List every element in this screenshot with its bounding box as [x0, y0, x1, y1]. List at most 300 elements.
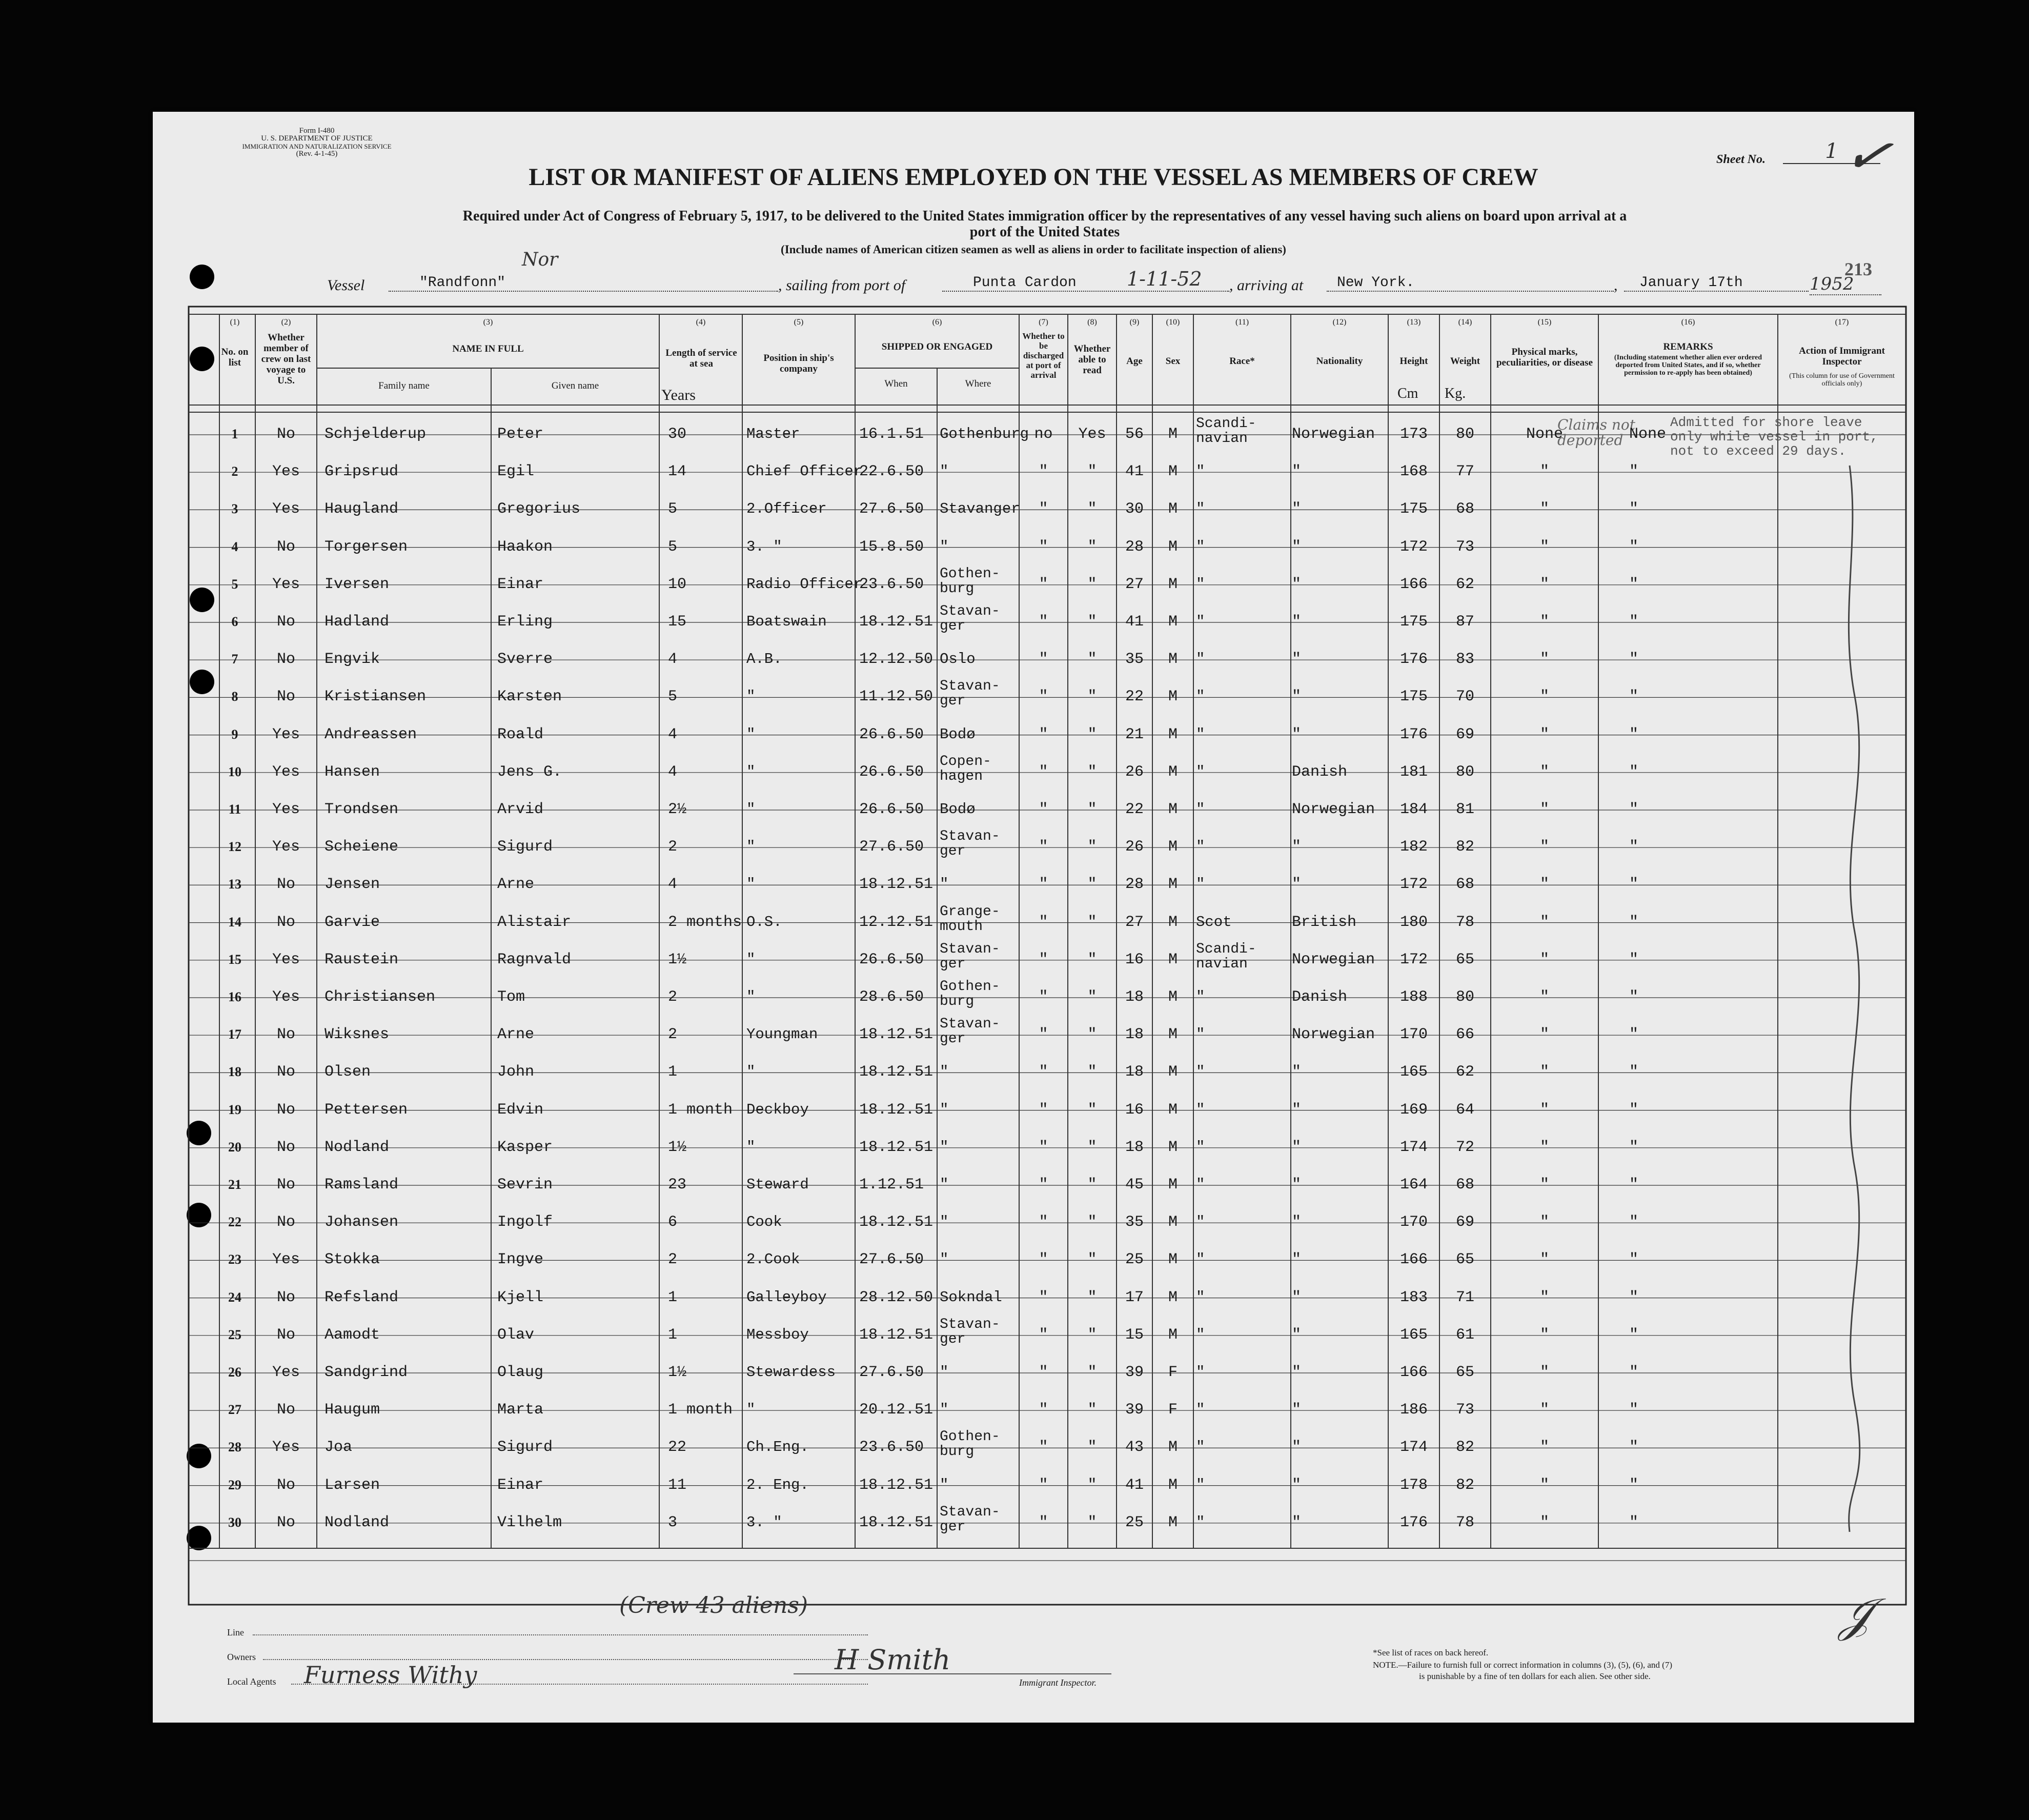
cell-where: Gothen- burg	[940, 565, 1000, 597]
cell-last: Yes	[272, 763, 300, 781]
cell-remarks: "	[1629, 951, 1639, 968]
cell-height: 186	[1399, 1401, 1428, 1419]
cell-nat: "	[1292, 1326, 1302, 1344]
cell-sex: M	[1168, 500, 1178, 518]
cell-when: 18.12.51	[859, 1101, 934, 1119]
cell-weight: 64	[1455, 1101, 1474, 1119]
cell-given: Sverre	[497, 651, 553, 669]
cell-disch: "	[1039, 913, 1048, 931]
cell-given: Egil	[497, 463, 535, 481]
cell-where: "	[940, 1138, 949, 1156]
cell-family: Christiansen	[324, 988, 436, 1006]
cell-weight: 65	[1455, 951, 1474, 968]
cell-position: Youngman	[746, 1026, 818, 1043]
cell-given: Peter	[497, 426, 544, 443]
cell-weight: 65	[1455, 1251, 1474, 1269]
cell-given: Sigurd	[497, 1439, 553, 1457]
table-row	[153, 1316, 1914, 1358]
cell-marks: "	[1539, 1101, 1549, 1119]
subtitle-note: (Include names of American citizen seamen as well as aliens in order to facilitate inspection of aliens)	[781, 243, 1286, 256]
cell-disch: "	[1039, 725, 1048, 743]
cell-position: Cook	[746, 1214, 782, 1231]
cell-read: "	[1087, 1513, 1097, 1531]
col-8-header: Whether able to read	[1073, 343, 1111, 376]
cell-years: 4	[668, 763, 678, 781]
cell-race: "	[1196, 1288, 1205, 1306]
cell-last: Yes	[272, 1364, 300, 1381]
cell-nat: "	[1292, 613, 1302, 631]
table-row	[153, 979, 1914, 1020]
cell-nat: "	[1292, 876, 1302, 894]
cell-height: 188	[1399, 988, 1428, 1006]
cell-read: "	[1087, 1288, 1097, 1306]
cell-where: "	[940, 1063, 949, 1081]
cell-disch: no	[1034, 426, 1053, 443]
cell-no: 11	[228, 802, 241, 817]
cell-given: Sevrin	[497, 1176, 553, 1194]
cell-remarks: None	[1629, 426, 1667, 443]
cell-remarks: "	[1629, 1364, 1639, 1381]
cell-family: Trondsen	[324, 801, 399, 818]
col-2-number: (2)	[281, 318, 291, 327]
cell-height: 169	[1399, 1101, 1428, 1119]
cell-sex: M	[1168, 763, 1178, 781]
cell-where: Sokndal	[940, 1288, 1002, 1306]
table-row	[153, 1245, 1914, 1282]
cell-where: Stavan- ger	[940, 1316, 1000, 1347]
cell-race: "	[1196, 725, 1205, 743]
cell-race: Scandi- navian	[1196, 416, 1256, 447]
cell-no: 12	[228, 839, 241, 855]
cell-read: "	[1087, 1476, 1097, 1494]
cell-disch: "	[1039, 463, 1048, 481]
cell-remarks: "	[1629, 1513, 1639, 1531]
col-7-header: Whether to be discharged at port of arrival	[1022, 331, 1065, 380]
cell-marks: "	[1539, 1251, 1549, 1269]
cell-no: 18	[228, 1064, 241, 1080]
cell-last: Yes	[272, 500, 300, 518]
cell-sex: F	[1168, 1364, 1178, 1381]
cell-read: "	[1087, 1101, 1097, 1119]
cell-last: No	[276, 1138, 295, 1156]
cell-race: "	[1196, 1251, 1205, 1268]
cell-when: 18.12.51	[859, 1326, 934, 1344]
table-row	[153, 1207, 1914, 1245]
form-department: U. S. DEPARTMENT OF JUSTICE	[261, 134, 373, 143]
cell-years: 4	[668, 876, 678, 894]
cell-given: Tom	[497, 988, 525, 1006]
cell-when: 18.12.51	[859, 1026, 934, 1044]
cell-when: 26.6.50	[859, 951, 924, 968]
cell-remarks: "	[1629, 1476, 1639, 1494]
cell-remarks: "	[1629, 1176, 1639, 1194]
cell-weight: 69	[1455, 725, 1474, 743]
cell-family: Hansen	[324, 763, 380, 781]
cell-last: No	[276, 1401, 295, 1419]
cell-weight: 80	[1455, 426, 1474, 443]
cell-read: "	[1087, 838, 1097, 856]
cell-when: 28.12.50	[859, 1288, 934, 1306]
cell-marks: "	[1539, 1513, 1549, 1531]
cell-years: 15	[668, 613, 687, 631]
cell-family: Johansen	[324, 1214, 399, 1231]
col-5-header: Position in ship's company	[763, 353, 834, 374]
cell-age: 35	[1125, 651, 1144, 669]
cell-race: "	[1196, 1513, 1205, 1531]
cell-nat: Norwegian	[1292, 951, 1375, 968]
cell-read: "	[1087, 1326, 1097, 1344]
table-row	[153, 494, 1914, 532]
cell-age: 43	[1125, 1439, 1144, 1457]
cell-when: 18.12.51	[859, 876, 934, 894]
cell-weight: 87	[1455, 613, 1474, 631]
cell-no: 27	[228, 1402, 241, 1418]
cell-height: 164	[1399, 1176, 1428, 1194]
vessel-flag-note: Nor	[522, 249, 558, 270]
cell-nat: "	[1292, 1513, 1302, 1531]
cell-remarks: "	[1629, 763, 1639, 781]
cell-no: 13	[228, 877, 241, 892]
stamp-number: 213	[1844, 259, 1872, 279]
cell-when: 1.12.51	[859, 1176, 924, 1194]
cell-no: 30	[228, 1514, 241, 1530]
cell-marks: "	[1539, 725, 1549, 743]
cell-height: 176	[1399, 651, 1428, 669]
cell-read: "	[1087, 1176, 1097, 1194]
cell-given: Erling	[497, 613, 553, 631]
cell-given: John	[497, 1063, 535, 1081]
cell-years: 1	[668, 1326, 678, 1344]
cell-nat: Danish	[1292, 763, 1348, 781]
cell-given: Roald	[497, 725, 544, 743]
cell-last: No	[276, 688, 295, 706]
cell-sex: M	[1168, 613, 1178, 631]
cell-height: 174	[1399, 1439, 1428, 1457]
table-row	[153, 869, 1914, 907]
line-label: Line	[227, 1627, 244, 1637]
table-row	[153, 1016, 1914, 1057]
cell-when: 18.12.51	[859, 1513, 934, 1531]
form-number: Form I-480	[299, 127, 335, 135]
cell-height: 184	[1399, 801, 1428, 818]
col-9-header: Age	[1126, 356, 1143, 367]
cell-given: Gregorius	[497, 500, 581, 518]
cell-no: 1	[231, 427, 238, 441]
cell-years: 23	[668, 1176, 687, 1194]
table-row	[153, 678, 1914, 719]
cell-no: 14	[228, 914, 241, 929]
cell-race: "	[1196, 876, 1205, 893]
cell-disch: "	[1039, 500, 1048, 518]
cell-years: 2	[668, 1251, 678, 1269]
cell-position: Steward	[746, 1176, 809, 1193]
cell-sex: M	[1168, 838, 1178, 856]
cell-disch: "	[1039, 1138, 1048, 1156]
cell-no: 29	[228, 1477, 241, 1492]
cell-read: "	[1087, 988, 1097, 1006]
cell-disch: "	[1039, 1101, 1048, 1119]
cell-age: 30	[1125, 500, 1144, 518]
cell-position: Galleyboy	[746, 1288, 827, 1306]
cell-read: "	[1087, 763, 1097, 781]
cell-no: 4	[231, 539, 238, 554]
table-row	[153, 1133, 1914, 1170]
col-12-header: Nationality	[1316, 356, 1363, 367]
cell-race: "	[1196, 763, 1205, 780]
col-12-number: (12)	[1332, 318, 1347, 327]
cell-years: 6	[668, 1214, 678, 1231]
cell-no: 6	[231, 614, 238, 629]
cell-height: 168	[1399, 463, 1428, 481]
cell-where: "	[940, 1251, 949, 1268]
cell-when: 23.6.50	[859, 575, 924, 593]
cell-given: Jens G.	[497, 763, 562, 781]
cell-weight: 80	[1455, 763, 1474, 781]
cell-last: No	[276, 1214, 295, 1231]
cell-disch: "	[1039, 1364, 1048, 1381]
cell-given: Olav	[497, 1326, 535, 1344]
cell-position: 3. "	[746, 1513, 782, 1531]
cell-race: "	[1196, 1439, 1205, 1456]
cell-when: 20.12.51	[859, 1401, 934, 1419]
cell-race: "	[1196, 1476, 1205, 1493]
cell-disch: "	[1039, 651, 1048, 669]
cell-years: 22	[668, 1439, 687, 1457]
cell-height: 175	[1399, 688, 1428, 706]
cell-age: 41	[1125, 1476, 1144, 1494]
cell-last: No	[276, 1101, 295, 1119]
cell-disch: "	[1039, 838, 1048, 856]
col-16-number: (16)	[1681, 318, 1695, 327]
cell-disch: "	[1039, 1176, 1048, 1194]
cell-family: Sandgrind	[324, 1364, 408, 1381]
cell-last: Yes	[272, 801, 300, 818]
cell-age: 22	[1125, 688, 1144, 706]
cell-where: "	[940, 538, 949, 555]
comma-separator: ,	[1614, 277, 1618, 294]
cell-given: Alistair	[497, 913, 572, 931]
cell-when: 27.6.50	[859, 838, 924, 856]
signature-line	[794, 1673, 1111, 1674]
cell-remarks: "	[1629, 725, 1639, 743]
cell-given: Ragnvald	[497, 951, 572, 968]
cell-marks: "	[1539, 1476, 1549, 1494]
cell-marks: "	[1539, 951, 1549, 968]
cell-remarks: "	[1629, 538, 1639, 556]
cell-sex: M	[1168, 1026, 1178, 1044]
cell-years: 5	[668, 500, 678, 518]
cell-position: 2.Officer	[746, 500, 827, 518]
cell-nat: "	[1292, 688, 1302, 706]
cell-where: Stavan- ger	[940, 678, 1000, 710]
cell-nat: Norwegian	[1292, 801, 1375, 818]
table-row	[153, 1358, 1914, 1395]
cell-where: Stavan- ger	[940, 828, 1000, 860]
cell-sex: M	[1168, 538, 1178, 556]
table-row	[153, 1283, 1914, 1320]
table-row	[153, 1057, 1914, 1095]
cell-sex: M	[1168, 1214, 1178, 1231]
page-title: LIST OR MANIFEST OF ALIENS EMPLOYED ON THE VESSEL AS MEMBERS OF CREW	[529, 164, 1538, 191]
cell-nat: British	[1292, 913, 1357, 931]
arriving-port: New York.	[1327, 275, 1614, 292]
cell-where: Stavanger	[940, 500, 1020, 518]
cell-weight: 73	[1455, 1401, 1474, 1419]
cell-age: 18	[1125, 1063, 1144, 1081]
cell-where: Bodø	[940, 801, 976, 818]
cell-no: 24	[228, 1289, 241, 1305]
cell-marks: "	[1539, 801, 1549, 818]
col-5-number: (5)	[794, 318, 804, 327]
cell-when: 16.1.51	[859, 426, 924, 443]
cell-sex: M	[1168, 651, 1178, 669]
col-9-number: (9)	[1129, 318, 1140, 327]
cell-last: No	[276, 1513, 295, 1531]
cell-family: Hadland	[324, 613, 390, 631]
cell-nat: "	[1292, 463, 1302, 481]
cell-disch: "	[1039, 575, 1048, 593]
cell-last: No	[276, 1326, 295, 1344]
cell-age: 39	[1125, 1364, 1144, 1381]
col-16-header: REMARKS	[1663, 341, 1713, 352]
cell-family: Haugum	[324, 1401, 380, 1419]
cell-weight: 82	[1455, 1439, 1474, 1457]
cell-family: Nodland	[324, 1513, 390, 1531]
cell-nat: "	[1292, 1101, 1302, 1119]
cell-position: "	[746, 725, 756, 743]
cell-where: Grange- mouth	[940, 903, 1000, 935]
cell-read: "	[1087, 1063, 1097, 1081]
arrival-year: 1952	[1810, 274, 1881, 295]
cell-read: "	[1087, 463, 1097, 481]
cell-marks: "	[1539, 1401, 1549, 1419]
cell-position: "	[746, 838, 756, 856]
cell-read: "	[1087, 651, 1097, 669]
cell-nat: "	[1292, 500, 1302, 518]
cell-sex: M	[1168, 1138, 1178, 1156]
cell-sex: M	[1168, 876, 1178, 894]
cell-read: "	[1087, 500, 1097, 518]
cell-given: Marta	[497, 1401, 544, 1419]
when-header: When	[884, 378, 908, 389]
check-mark-icon: ✓	[1838, 117, 1898, 192]
cell-family: Pettersen	[324, 1101, 408, 1119]
cell-years: 2	[668, 988, 678, 1006]
cell-where: Gothenburg	[940, 426, 1029, 442]
cell-race: Scandi- navian	[1196, 941, 1256, 972]
cell-read: "	[1087, 575, 1097, 593]
cell-height: 166	[1399, 1251, 1428, 1269]
cell-last: Yes	[272, 838, 300, 856]
cell-height: 178	[1399, 1476, 1428, 1494]
given-name-header: Given name	[551, 380, 599, 391]
cell-when: 27.6.50	[859, 1251, 924, 1269]
cell-where: Stavan- ger	[940, 1504, 1000, 1535]
cell-no: 16	[228, 989, 241, 1004]
cell-years: 1 month	[668, 1401, 733, 1419]
cell-family: Haugland	[324, 500, 399, 518]
cell-read: "	[1087, 725, 1097, 743]
cell-where: "	[940, 463, 949, 480]
table-row	[153, 941, 1914, 982]
col-15-number: (15)	[1537, 318, 1552, 327]
cell-when: 26.6.50	[859, 801, 924, 818]
cell-race: "	[1196, 1101, 1205, 1118]
table-row	[153, 753, 1914, 795]
cell-race: "	[1196, 1326, 1205, 1343]
cell-when: 11.12.50	[859, 688, 934, 706]
cell-where: "	[940, 1364, 949, 1381]
cell-disch: "	[1039, 1063, 1048, 1081]
cell-read: "	[1087, 1251, 1097, 1269]
cell-given: Arne	[497, 1026, 535, 1044]
cell-years: 4	[668, 651, 678, 669]
cell-disch: "	[1039, 763, 1048, 781]
local-agents-value: Furness Withy	[304, 1661, 477, 1689]
cell-years: 10	[668, 575, 687, 593]
penalty-note-line-1: NOTE.—Failure to furnish full or correct information in columns (3), (5), (6), and (7)	[1373, 1660, 1672, 1670]
cell-family: Scheiene	[324, 838, 399, 856]
cell-marks: "	[1539, 575, 1549, 593]
cell-age: 26	[1125, 763, 1144, 781]
cell-weight: 62	[1455, 575, 1474, 593]
cell-remarks: "	[1629, 500, 1639, 518]
cell-race: "	[1196, 613, 1205, 630]
cell-years: 1½	[668, 1364, 687, 1381]
cell-family: Ramsland	[324, 1176, 399, 1194]
cell-marks: "	[1539, 651, 1549, 669]
table-row	[153, 532, 1914, 570]
cell-last: No	[276, 1476, 295, 1494]
cell-nat: "	[1292, 1288, 1302, 1306]
cell-position: Radio Officer	[746, 575, 863, 593]
cell-age: 26	[1125, 838, 1144, 856]
cell-years: 2 months	[668, 913, 742, 931]
cell-position: "	[746, 1138, 756, 1156]
cell-years: 1	[668, 1063, 678, 1081]
cell-read: "	[1087, 1138, 1097, 1156]
cell-age: 39	[1125, 1401, 1144, 1419]
cell-remarks: "	[1629, 838, 1639, 856]
cell-where: Copen- hagen	[940, 753, 991, 784]
cell-weight: 80	[1455, 988, 1474, 1006]
cell-where: Gothen- burg	[940, 1429, 1000, 1460]
remarks-handwritten-note: Claims not deported	[1557, 416, 1635, 449]
cell-sex: F	[1168, 1401, 1178, 1419]
col-3-header: NAME IN FULL	[452, 343, 524, 354]
cell-disch: "	[1039, 1401, 1048, 1419]
cell-when: 27.6.50	[859, 500, 924, 518]
cell-when: 12.12.51	[859, 913, 934, 931]
cell-last: No	[276, 1288, 295, 1306]
cell-family: Aamodt	[324, 1326, 380, 1344]
cell-where: Stavan- ger	[940, 941, 1000, 972]
col-16-subheader: (Including statement whether alien ever ordered deported from United States, and if so, whether permission to re-apply has been obtained)	[1614, 354, 1762, 377]
cell-race: "	[1196, 838, 1205, 856]
cell-marks: "	[1539, 1063, 1549, 1081]
cell-marks: "	[1539, 1439, 1549, 1457]
cell-marks: "	[1539, 1364, 1549, 1381]
cell-where: "	[940, 1176, 949, 1193]
cell-years: 1	[668, 1288, 678, 1306]
cell-nat: "	[1292, 1364, 1302, 1381]
cell-weight: 73	[1455, 538, 1474, 556]
cell-weight: 69	[1455, 1214, 1474, 1231]
cell-height: 172	[1399, 951, 1428, 968]
owners-label: Owners	[227, 1652, 256, 1662]
cell-when: 18.12.51	[859, 1214, 934, 1231]
cell-sex: M	[1168, 1063, 1178, 1081]
